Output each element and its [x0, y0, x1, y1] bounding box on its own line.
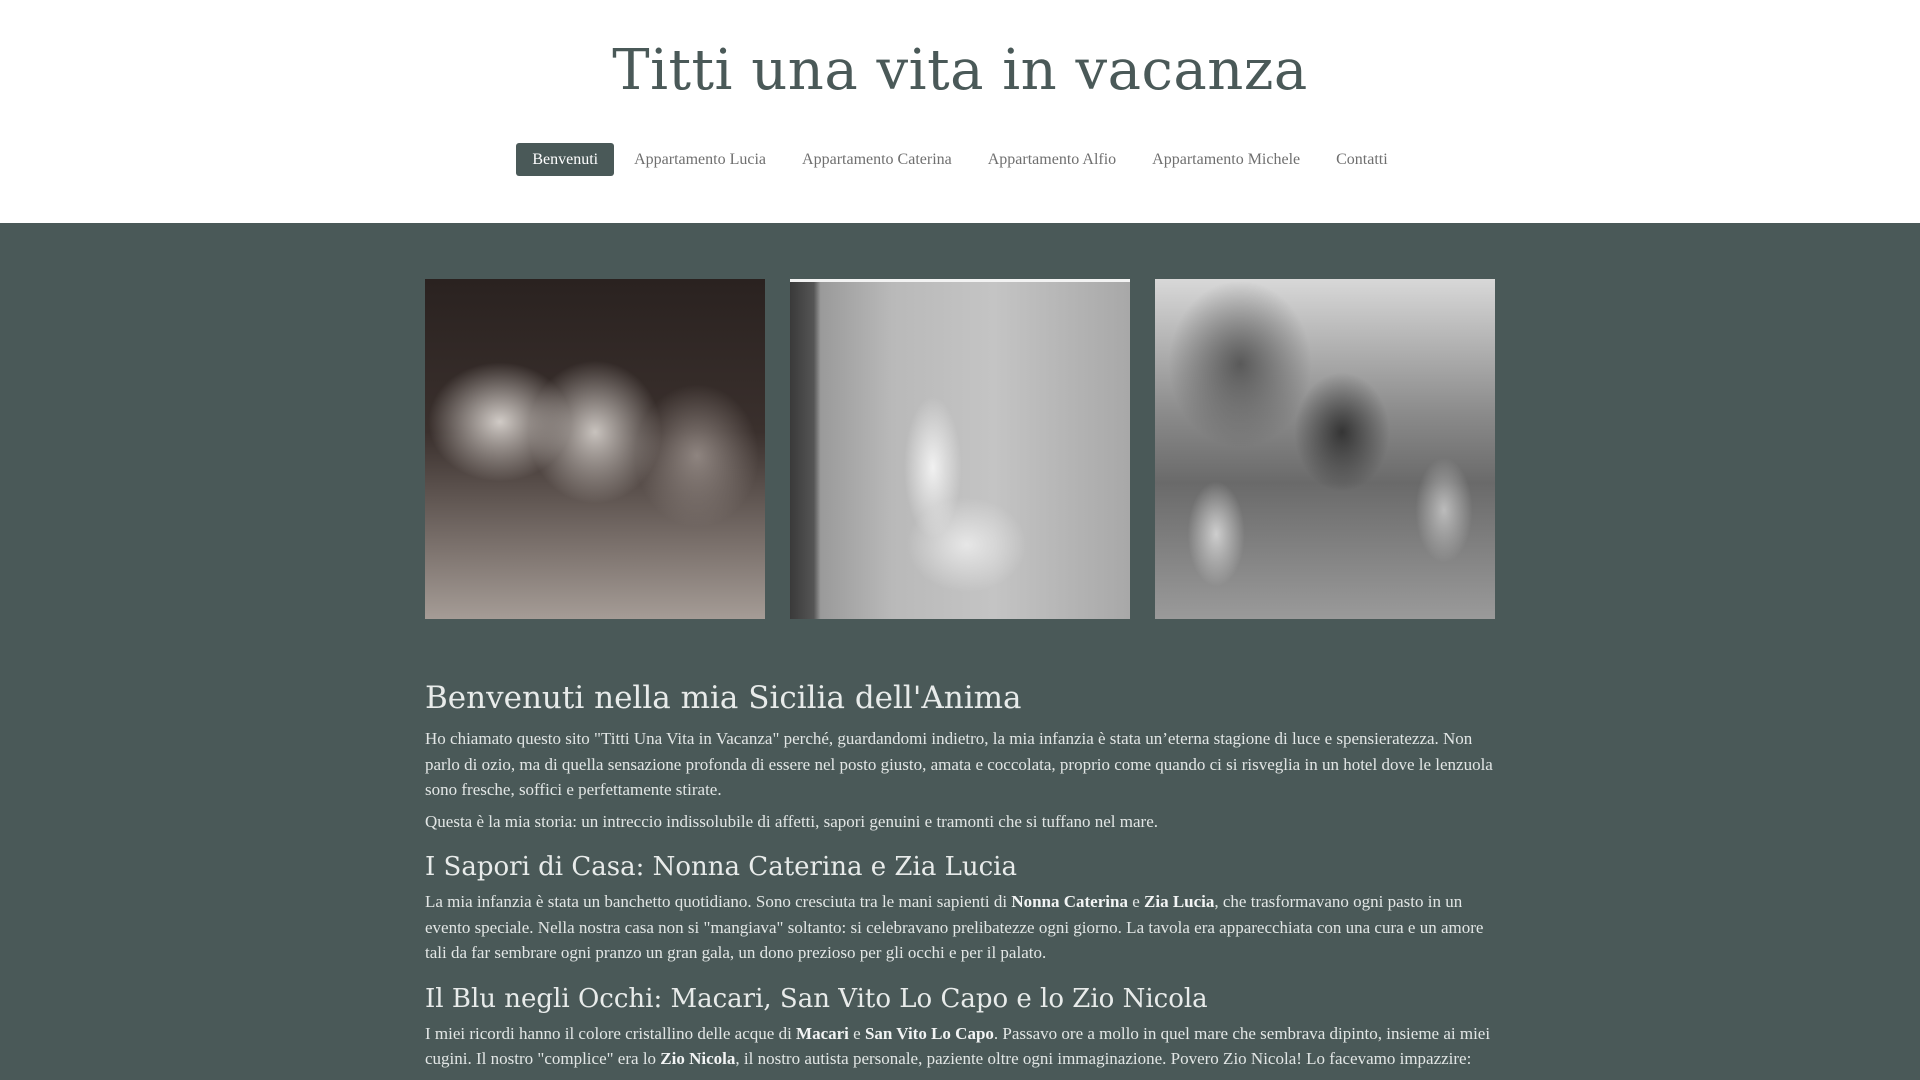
gallery-photo-children-doorstep[interactable]	[425, 279, 765, 619]
heading-sapori-di-casa: I Sapori di Casa: Nonna Caterina e Zia Lucia	[425, 852, 1017, 882]
bold-name-zio-nicola: Zio Nicola	[660, 1049, 736, 1068]
article	[425, 679, 1495, 1072]
intro-paragraph-2: Questa è la mia storia: un intreccio indissolubile di affetti, sapori genuini e tramonti che si tuffano nel mare.	[425, 811, 1159, 831]
gallery-photo-family-table[interactable]	[1155, 279, 1495, 619]
text-run: e	[1127, 892, 1145, 911]
text-run: La mia infanzia è stata un banchetto quotidiano. Sono cresciuta tra le mani sapienti di	[425, 892, 1012, 911]
paragraph-blu-negli-occhi	[425, 1021, 1495, 1072]
intro-paragraph-1: Ho chiamato questo sito "Titti Una Vita in Vacanza" perché, guardandomi indietro, la mia infanzia è stata un’eterna stagione di luce e spensieratezza. Non parlo di ozio, ma di quella sensazione profonda di essere nel posto giusto, amata e coccolata, proprio come quando ci si risveglia in un hotel dove le lenzuola sono fresche, soffici e perfettamente stirate.	[425, 729, 1493, 799]
site-title: Titti una vita in vacanza	[612, 38, 1308, 103]
main-content	[425, 223, 1495, 1072]
nav-item-appartamento-caterina[interactable]: Appartamento Caterina	[802, 151, 952, 168]
text-run: I miei ricordi hanno il colore cristallino delle acque di	[425, 1023, 797, 1043]
text-run: . Passavo ore a mollo in quel mare che sembrava dipinto, insieme ai miei cugini. Il nostro "complice" era lo	[425, 1023, 1491, 1068]
bold-name-zia-lucia: Zia Lucia	[1144, 892, 1215, 911]
heading-blu-negli-occhi: Il Blu negli Occhi: Macari, San Vito Lo Capo e lo Zio Nicola	[425, 983, 1208, 1014]
bold-place-san-vito-lo-capo: San Vito Lo Capo	[864, 1023, 994, 1043]
nav-item-appartamento-michele[interactable]: Appartamento Michele	[1152, 151, 1301, 168]
photo-gallery	[425, 279, 1495, 619]
paragraph-sapori-di-casa	[425, 889, 1495, 966]
text-run: , il nostro autista personale, paziente oltre ogni immaginazione. Povero Zio Nicola! Lo facevamo impazzire:	[735, 1049, 1472, 1068]
bold-name-nonna-caterina: Nonna Caterina	[1011, 892, 1128, 911]
nav-item-appartamento-lucia[interactable]: Appartamento Lucia	[634, 151, 767, 168]
bold-place-macari: Macari	[796, 1023, 849, 1043]
site-header	[0, 0, 1920, 223]
text-run: , che trasformavano ogni pasto in un evento speciale. Nella nostra casa non si "mangiava" soltanto: si celebravano prelibatezze ogni giorno. La tavola era apparecchiata con una cura e un amore tali da far sembrare ogni pranzo un gran gala, un dono prezioso per gli occhi e per il palato.	[425, 892, 1484, 962]
nav-item-benvenuti[interactable]: Benvenuti	[516, 143, 614, 176]
heading-welcome: Benvenuti nella mia Sicilia dell'Anima	[425, 680, 1022, 716]
nav-item-appartamento-alfio[interactable]: Appartamento Alfio	[987, 151, 1117, 168]
nav-item-contatti[interactable]: Contatti	[1336, 151, 1388, 168]
gallery-photo-children-wall[interactable]	[790, 279, 1130, 619]
main-nav	[0, 143, 1920, 176]
text-run: e	[848, 1023, 865, 1043]
